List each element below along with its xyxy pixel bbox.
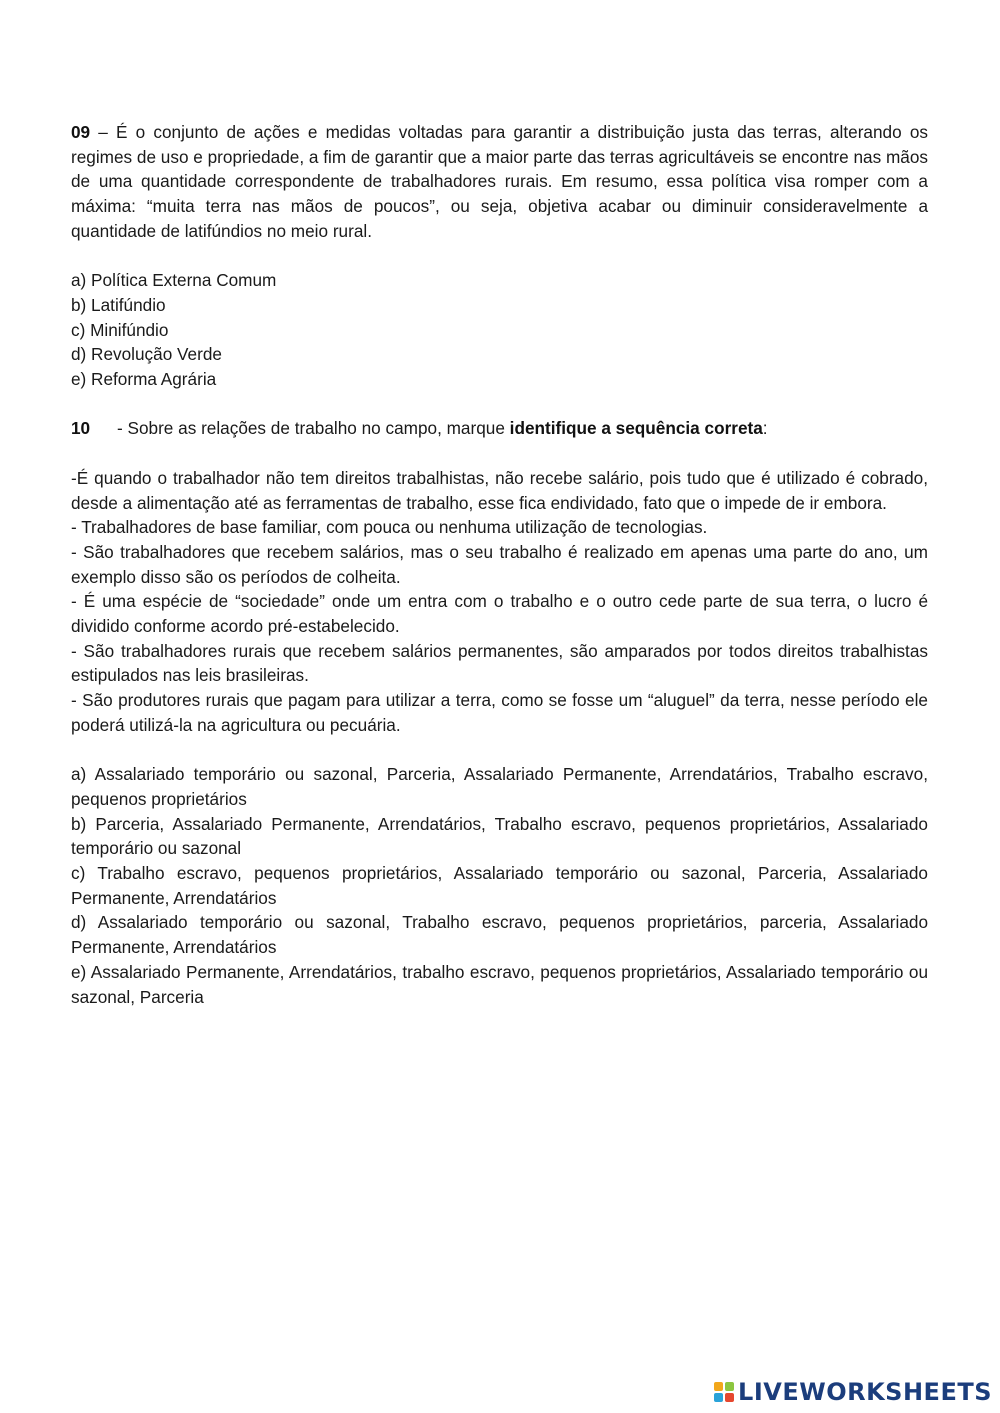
- q10-prompt-start: - Sobre as relações de trabalho no campo, marque: [117, 418, 510, 439]
- q10-option-d[interactable]: d) Assalariado temporário ou sazonal, Trabalho escravo, pequenos proprietários, parceria, Assalariado Permanente, Arrendatários: [71, 912, 928, 958]
- q09-option-a[interactable]: a) Política Externa Comum: [71, 270, 277, 291]
- q10-item-5: - São trabalhadores rurais que recebem salários permanentes, são amparados por todos direitos trabalhistas estipulados nas leis brasileiras.: [71, 640, 928, 686]
- q09-option-b[interactable]: b) Latifúndio: [71, 294, 166, 315]
- q09-option-c[interactable]: c) Minifúndio: [71, 319, 169, 340]
- liveworksheets-logo-icon: [714, 1382, 734, 1402]
- q10-option-b[interactable]: b) Parceria, Assalariado Permanente, Arrendatários, Trabalho escravo, pequenos proprietários, Assalariado temporário ou sazonal: [71, 813, 928, 859]
- q09-options: [71, 268, 928, 392]
- q10-prompt: [71, 416, 928, 441]
- liveworksheets-logo[interactable]: [714, 1379, 992, 1405]
- q10-option-e[interactable]: e) Assalariado Permanente, Arrendatários, trabalho escravo, pequenos proprietários, Assalariado temporário ou sazonal, Parceria: [71, 961, 928, 1007]
- q09-option-d[interactable]: d) Revolução Verde: [71, 344, 222, 365]
- q10-item-6: - São produtores rurais que pagam para utilizar a terra, como se fosse um “aluguel” da terra, nesse período ele poderá utilizá-la na agricultura ou pecuária.: [71, 690, 928, 735]
- q10-option-c[interactable]: c) Trabalho escravo, pequenos proprietários, Assalariado temporário ou sazonal, Parceria, Assalariado Permanente, Arrendatários: [71, 863, 928, 908]
- q10-item-3: - São trabalhadores que recebem salários, mas o seu trabalho é realizado em apenas uma parte do ano, um exemplo disso são os períodos de colheita.: [71, 541, 928, 587]
- q10-number: 10: [71, 418, 91, 439]
- worksheet-page: [71, 120, 928, 1009]
- q10-option-a[interactable]: a) Assalariado temporário ou sazonal, Parceria, Assalariado Permanente, Arrendatários, Trabalho escravo, pequenos proprietários: [71, 764, 928, 809]
- q10-item-4: - É uma espécie de “sociedade” onde um entra com o trabalho e o outro cede parte de sua terra, o lucro é dividido conforme acordo pré-estabelecido.: [71, 591, 928, 637]
- q09-statement: [71, 120, 928, 244]
- liveworksheets-logo-text: LIVEWORKSHEETS: [738, 1378, 992, 1406]
- q10-options: [71, 762, 928, 1009]
- q10-items: [71, 466, 928, 738]
- q10-prompt-bold: identifique a sequência correta: [509, 418, 763, 439]
- q09-option-e[interactable]: e) Reforma Agrária: [71, 369, 217, 390]
- q10-item-2: - Trabalhadores de base familiar, com pouca ou nenhuma utilização de tecnologias.: [71, 517, 708, 538]
- q10-prompt-end: :: [762, 418, 768, 439]
- q09-number: 09: [71, 122, 91, 142]
- q10-item-1: -É quando o trabalhador não tem direitos trabalhistas, não recebe salário, pois tudo que é utilizado é cobrado, desde a alimentação até as ferramentas de trabalho, esse fica endividado, fato que o impede de ir embora.: [71, 467, 928, 513]
- q09-text: – É o conjunto de ações e medidas voltadas para garantir a distribuição justa das terras, alterando os regimes de uso e propriedade, a fim de garantir que a maior parte das terras agricultáveis se encontre nas mãos de uma quantidade correspondente de trabalhadores rurais. Em resumo, essa política visa romper com a máxima: “muita terra nas mãos de poucos”, ou seja, objetiva acabar ou diminuir consideravelmente a quantidade de latifúndios no meio rural.: [71, 122, 928, 241]
